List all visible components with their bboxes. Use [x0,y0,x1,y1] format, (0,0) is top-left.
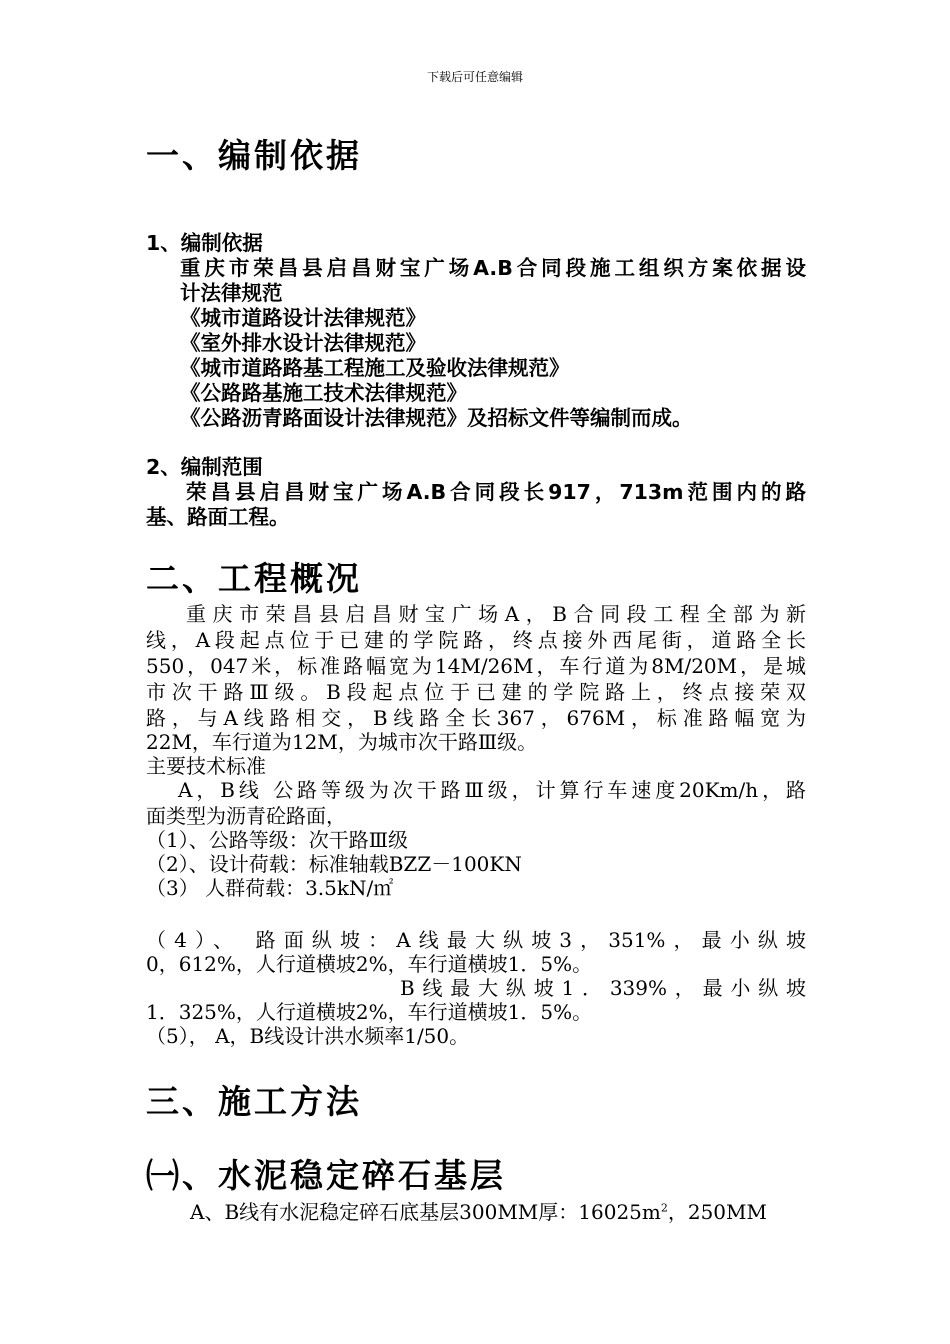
std-item-4-line-3: B线最大纵坡1．339%，最小纵坡 [400,976,806,1000]
tech-standard-line-2: 面类型为沥青砼路面， [146,804,346,828]
item-2-line-1: 荣昌县启昌财宝广场A.B合同段长917，713m范围内的路 [186,480,806,504]
std-item-2: （2）、设计荷载：标准轴载BZZ－100KN [146,852,522,876]
reference-2: 《室外排水设计法律规范》 [180,331,426,355]
item-1-line-2: 计法律规范 [180,281,283,305]
section-1-title: 一、编制依据 [146,136,362,175]
base-layer-superscript: 2 [660,1201,668,1215]
item-1-line-1: 重庆市荣昌县启昌财宝广场A.B合同段施工组织方案依据设 [180,256,806,280]
overview-line-4: 市次干路Ⅲ级。B段起点位于已建的学院路上，终点接荣双 [146,680,806,704]
overview-line-2: 线，A段起点位于已建的学院路，终点接外西尾街，道路全长 [146,628,806,652]
item-2-label: 2、编制范围 [146,455,263,479]
reference-3: 《城市道路路基工程施工及验收法律规范》 [180,356,570,380]
item-2-line-2: 基、路面工程。 [146,505,290,529]
std-item-3: （3） 人群荷载：3.5kN/㎡ [146,876,394,900]
section-3-title: 三、施工方法 [146,1082,362,1121]
std-item-4-line-2: 0，612%，人行道横坡2%，车行道横坡1．5%。 [146,952,593,976]
base-layer-text-b: ，250MM [667,1200,767,1224]
overview-line-5: 路，与A线路相交，B线路全长367，676M，标准路幅宽为 [146,706,806,730]
std-item-4-line-4: 1．325%，人行道横坡2%，车行道横坡1．5%。 [146,1000,593,1024]
item-1-label: 1、编制依据 [146,231,263,255]
std-item-4-line-1: （4）、 路面纵坡：A线最大纵坡3，351%，最小纵坡 [146,928,806,952]
reference-1: 《城市道路设计法律规范》 [180,306,426,330]
section-2-title: 二、工程概况 [146,559,362,598]
base-layer-text-a: A、B线有水泥稳定碎石底基层300MM厚：16025m [190,1200,661,1224]
overview-line-3: 550，047米，标准路幅宽为14M/26M，车行道为8M/20M，是城 [146,654,806,678]
reference-4: 《公路路基施工技术法律规范》 [180,381,467,405]
subsection-1-title: ㈠、水泥稳定碎石基层 [146,1156,506,1195]
std-item-1: （1）、公路等级：次干路Ⅲ级 [146,828,409,852]
page-header: 下载后可任意编辑 [426,70,523,84]
overview-line-6: 22M，车行道为12M，为城市次干路Ⅲ级。 [146,730,538,754]
tech-standard-label: 主要技术标准 [146,754,266,778]
std-item-5: （5）， A，B线设计洪水频率1/50。 [146,1024,470,1048]
base-layer-line [190,1196,767,1225]
reference-5: 《公路沥青路面设计法律规范》及招标文件等编制而成。 [180,406,693,430]
overview-line-1: 重庆市荣昌县启昌财宝广场A，B合同段工程全部为新 [186,602,806,626]
tech-standard-line-1: A，B线 公路等级为次干路Ⅲ级，计算行车速度20Km/h，路 [178,778,806,802]
